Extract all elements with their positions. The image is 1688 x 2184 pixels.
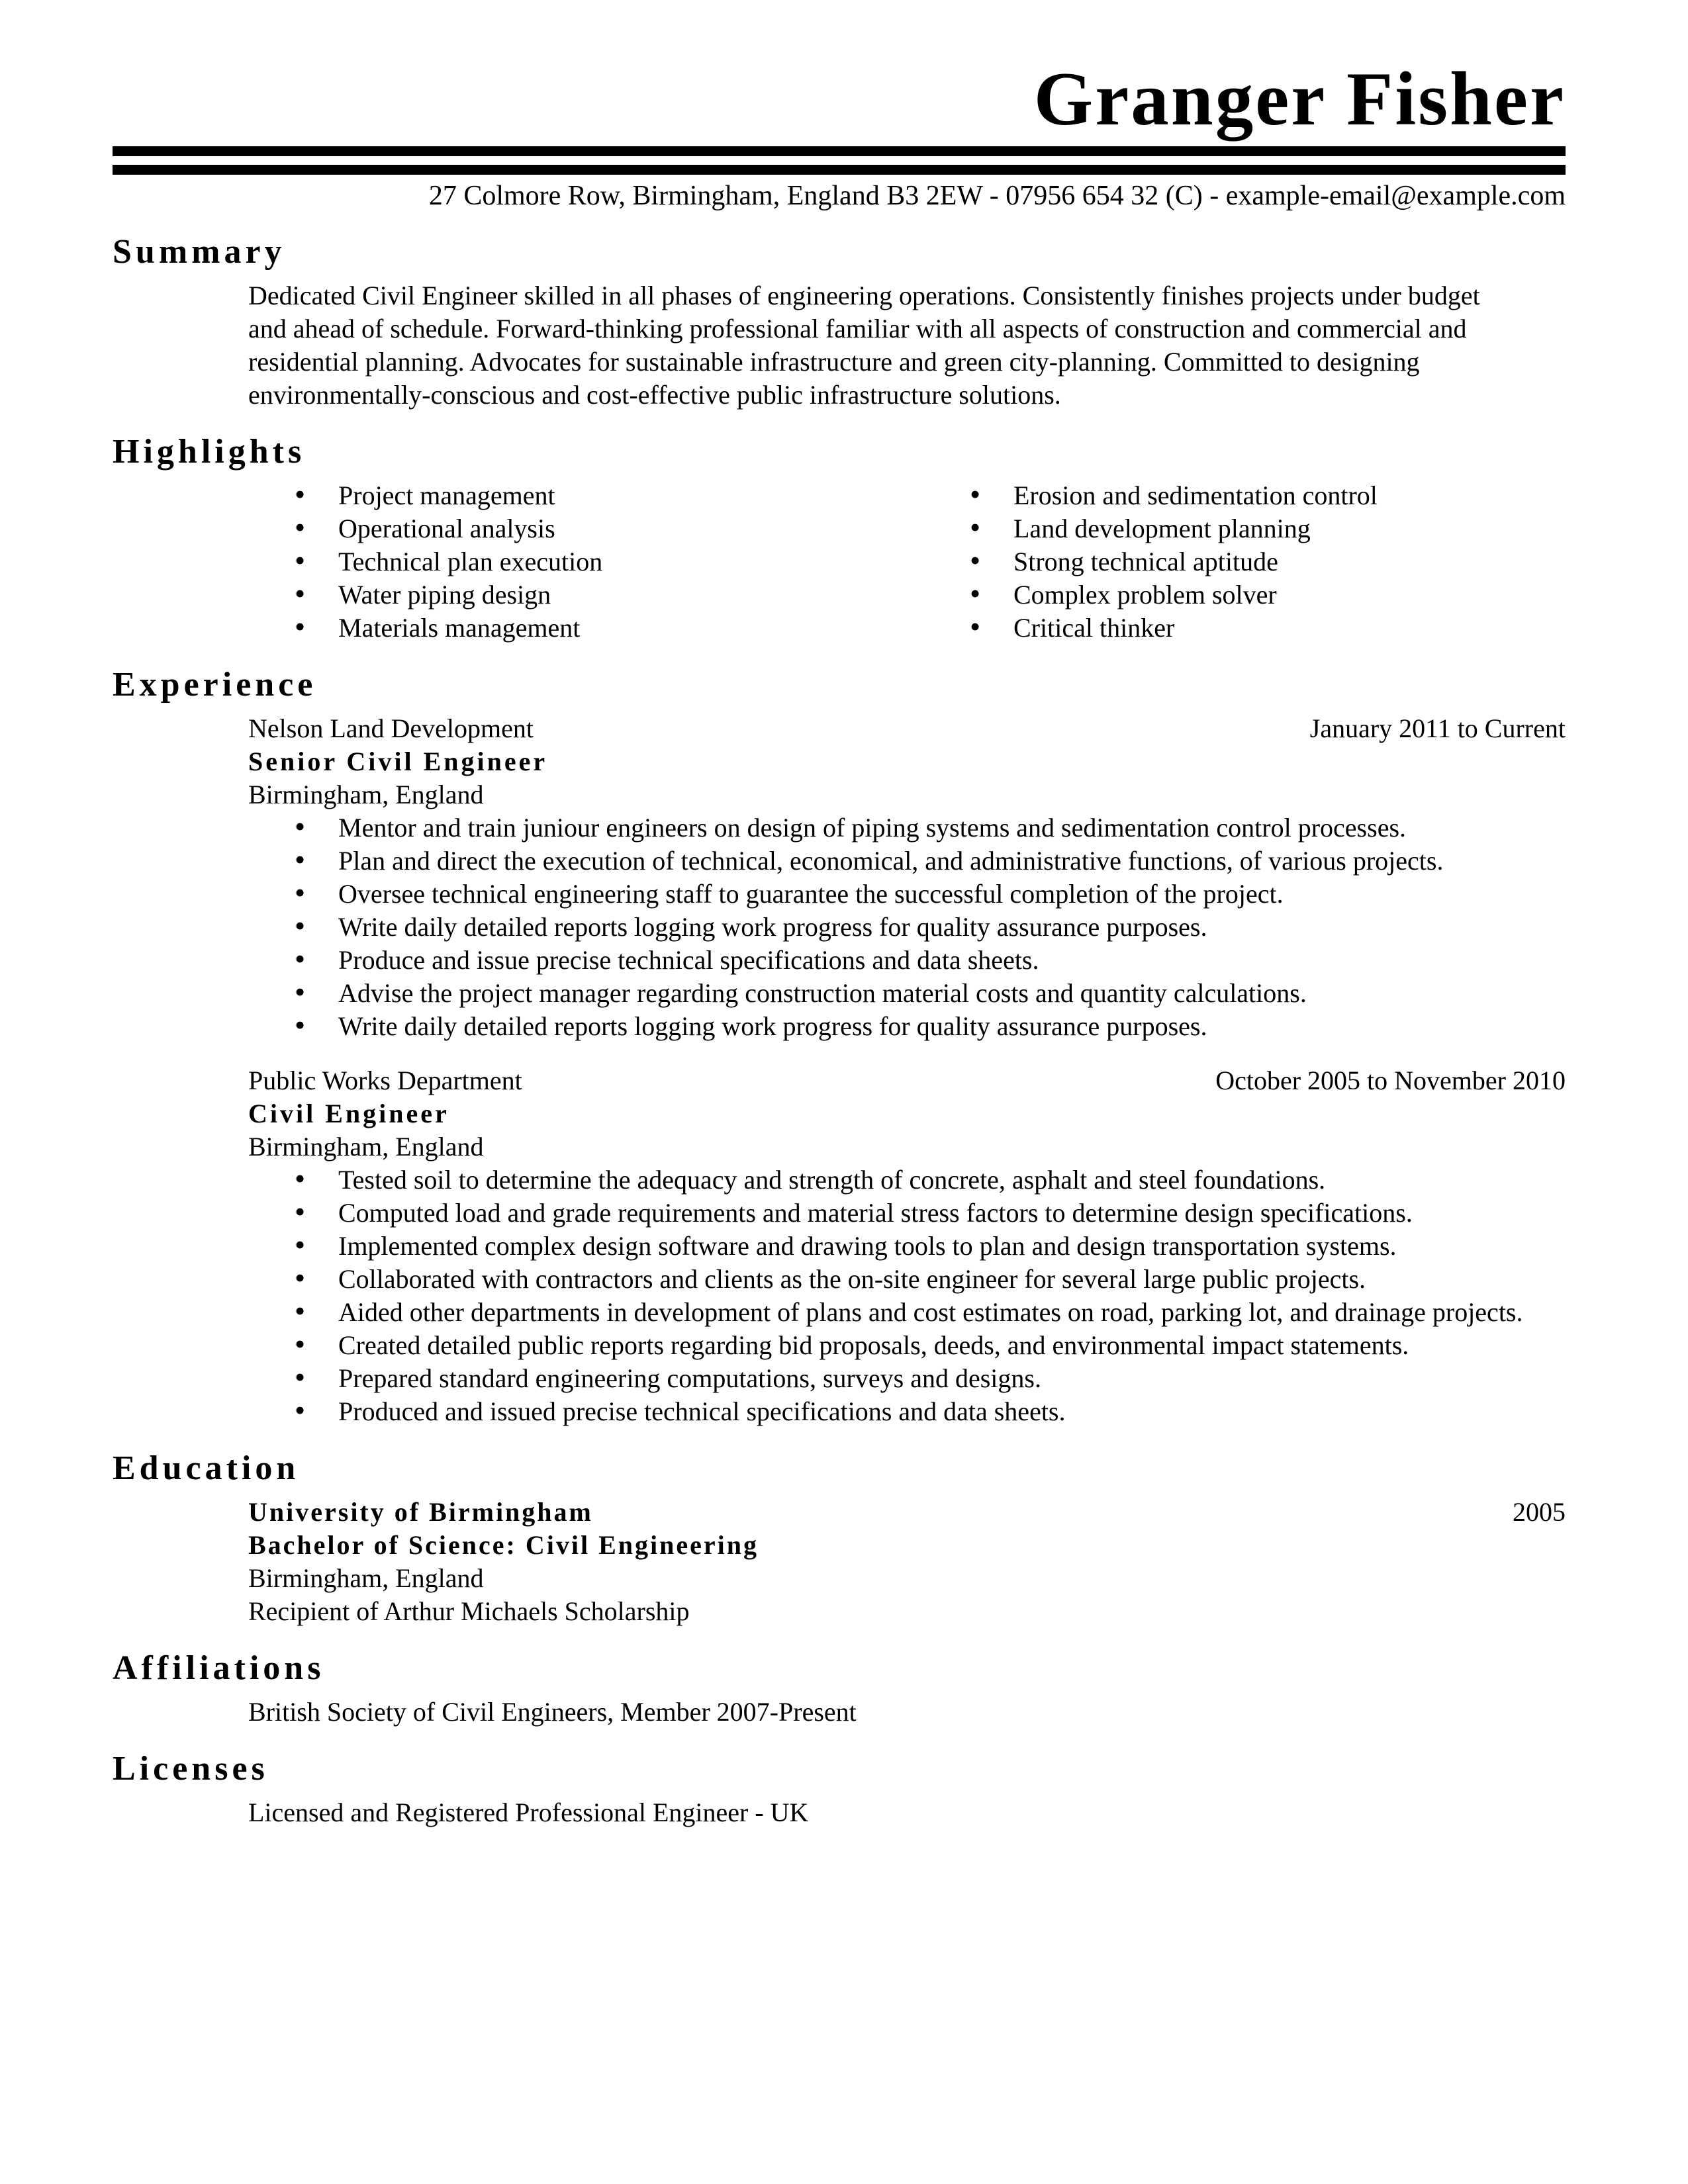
education-heading: Education <box>113 1449 300 1487</box>
section-affiliations <box>113 1649 1566 1729</box>
highlight-item: • Land development planning <box>923 512 1566 545</box>
job-location: Birmingham, England <box>248 1132 484 1161</box>
job-bullet: • Produce and issue precise technical specifications and data sheets. <box>248 944 1566 977</box>
highlight-item: • Operational analysis <box>248 512 923 545</box>
divider-rule-top <box>113 146 1566 156</box>
job-company: Nelson Land Development <box>248 713 534 743</box>
highlight-item: • Strong technical aptitude <box>923 545 1566 578</box>
section-summary <box>113 233 1566 412</box>
section-experience <box>113 666 1566 1428</box>
header-divider <box>113 146 1566 175</box>
job-bullet-list <box>248 811 1566 1043</box>
job-bullet: • Prepared standard engineering computations, surveys and designs. <box>248 1362 1566 1395</box>
affiliations-heading: Affiliations <box>113 1649 325 1687</box>
highlight-item: • Water piping design <box>248 578 923 612</box>
highlight-item: • Materials management <box>248 612 923 645</box>
section-highlights <box>113 433 1566 645</box>
job-bullet: • Mentor and train juniour engineers on design of piping systems and sedimentation control processes. <box>248 811 1566 844</box>
job-bullet-list <box>248 1163 1566 1428</box>
job-dates: January 2011 to Current <box>1309 713 1566 743</box>
summary-text: Dedicated Civil Engineer skilled in all phases of engineering operations. Consistently finishes projects under budget and ahead of schedule. Forward-thinking professional familiar with all aspects of construction and commercial and residential planning. Advocates for sustainable infrastructure and green city-planning. Committed to designing environmentally-conscious and cost-effective public infrastructure solutions. <box>248 281 1480 410</box>
job-location: Birmingham, England <box>248 780 484 809</box>
job-bullet: • Produced and issued precise technical specifications and data sheets. <box>248 1395 1566 1428</box>
education-school: University of Birmingham <box>248 1497 593 1527</box>
job-dates: October 2005 to November 2010 <box>1215 1066 1566 1095</box>
experience-heading: Experience <box>113 666 317 704</box>
job-company: Public Works Department <box>248 1066 522 1095</box>
section-education <box>113 1449 1566 1628</box>
job-bullet: • Created detailed public reports regarding bid proposals, deeds, and environmental impact statements. <box>248 1329 1566 1362</box>
highlight-item: • Critical thinker <box>923 612 1566 645</box>
highlights-list-right <box>923 479 1566 645</box>
highlight-item: • Erosion and sedimentation control <box>923 479 1566 512</box>
section-licenses <box>113 1750 1566 1829</box>
job-title: Senior Civil Engineer <box>248 747 548 776</box>
job-bullet: • Implemented complex design software and drawing tools to plan and design transportation systems. <box>248 1230 1566 1263</box>
highlights-list-left <box>248 479 923 645</box>
affiliations-text: British Society of Civil Engineers, Member 2007-Present <box>248 1697 857 1727</box>
highlight-item: • Technical plan execution <box>248 545 923 578</box>
highlight-item: • Project management <box>248 479 923 512</box>
education-degree: Bachelor of Science: Civil Engineering <box>248 1530 759 1560</box>
job-bullet: • Tested soil to determine the adequacy and strength of concrete, asphalt and steel foundations. <box>248 1163 1566 1197</box>
education-location: Birmingham, England <box>248 1563 484 1593</box>
job-bullet: • Advise the project manager regarding construction material costs and quantity calculations. <box>248 977 1566 1010</box>
job-bullet: • Write daily detailed reports logging work progress for quality assurance purposes. <box>248 911 1566 944</box>
job-bullet: • Plan and direct the execution of technical, economical, and administrative functions, of various projects. <box>248 844 1566 878</box>
job-bullet: • Collaborated with contractors and clients as the on-site engineer for several large public projects. <box>248 1263 1566 1296</box>
licenses-heading: Licenses <box>113 1750 269 1788</box>
job-bullet: • Computed load and grade requirements and material stress factors to determine design specifications. <box>248 1197 1566 1230</box>
job-bullet: • Oversee technical engineering staff to guarantee the successful completion of the project. <box>248 878 1566 911</box>
job-entry-1 <box>248 712 1566 1043</box>
job-entry-2 <box>248 1064 1566 1428</box>
job-bullet: • Write daily detailed reports logging work progress for quality assurance purposes. <box>248 1010 1566 1043</box>
highlights-heading: Highlights <box>113 433 306 471</box>
licenses-text: Licensed and Registered Professional Engineer - UK <box>248 1797 809 1827</box>
summary-heading: Summary <box>113 233 286 271</box>
contact-line: 27 Colmore Row, Birmingham, England B3 2EW - 07956 654 32 (C) - example-email@example.com <box>428 181 1566 211</box>
highlight-item: • Complex problem solver <box>923 578 1566 612</box>
education-year: 2005 <box>1513 1497 1566 1527</box>
job-bullet: • Aided other departments in development of plans and cost estimates on road, parking lot, and drainage projects. <box>248 1296 1566 1329</box>
person-name: Granger Fisher <box>1033 57 1566 141</box>
job-title: Civil Engineer <box>248 1099 449 1128</box>
divider-rule-bottom <box>113 165 1566 175</box>
education-note: Recipient of Arthur Michaels Scholarship <box>248 1596 690 1626</box>
